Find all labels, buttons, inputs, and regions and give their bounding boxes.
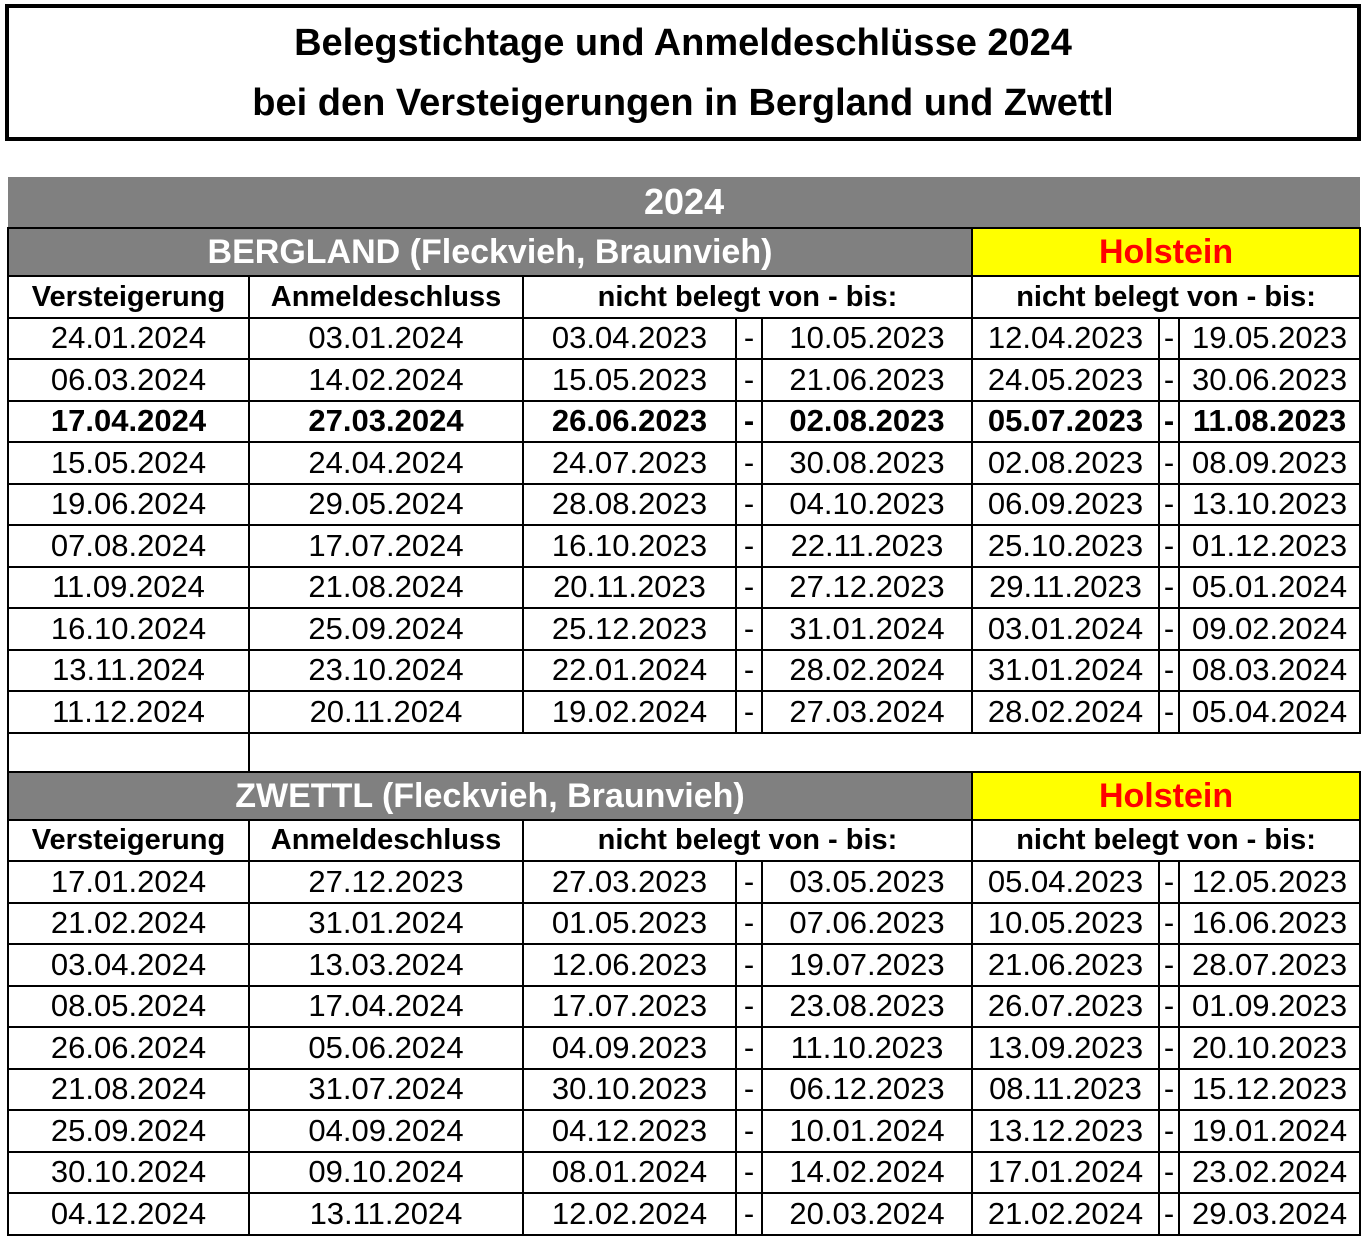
range-separator: -: [736, 608, 762, 650]
registration-deadline: 05.06.2024: [249, 1027, 523, 1069]
range-separator: -: [1159, 567, 1179, 609]
holstein-not-bred-to: 01.12.2023: [1179, 525, 1360, 567]
registration-deadline: 25.09.2024: [249, 608, 523, 650]
auction-date: 03.04.2024: [8, 944, 249, 986]
not-bred-to: 21.06.2023: [762, 359, 972, 401]
range-separator: -: [736, 1027, 762, 1069]
not-bred-to: 03.05.2023: [762, 861, 972, 903]
holstein-not-bred-from: 05.07.2023: [972, 401, 1159, 443]
not-bred-from: 25.12.2023: [523, 608, 736, 650]
registration-deadline: 21.08.2024: [249, 567, 523, 609]
holstein-not-bred-to: 20.10.2023: [1179, 1027, 1360, 1069]
schedule-table: [7, 177, 1361, 1236]
not-bred-to: 11.10.2023: [762, 1027, 972, 1069]
registration-deadline: 24.04.2024: [249, 442, 523, 484]
registration-deadline: 17.04.2024: [249, 986, 523, 1028]
table-row: [8, 1193, 1360, 1235]
table-row: [8, 608, 1360, 650]
holstein-not-bred-to: 19.05.2023: [1179, 318, 1360, 360]
holstein-not-bred-to: 05.01.2024: [1179, 567, 1360, 609]
title-box: [5, 4, 1361, 141]
year-label: 2024: [8, 177, 1360, 228]
col-not-bred-header: nicht belegt von - bis:: [523, 820, 972, 862]
not-bred-to: 28.02.2024: [762, 650, 972, 692]
auction-date: 08.05.2024: [8, 986, 249, 1028]
spacer-cell: [249, 733, 1360, 772]
registration-deadline: 14.02.2024: [249, 359, 523, 401]
range-separator: -: [736, 318, 762, 360]
column-header-row: [8, 276, 1360, 318]
holstein-not-bred-to: 16.06.2023: [1179, 903, 1360, 945]
table-row: [8, 318, 1360, 360]
holstein-not-bred-from: 31.01.2024: [972, 650, 1159, 692]
not-bred-to: 10.05.2023: [762, 318, 972, 360]
not-bred-from: 12.02.2024: [523, 1193, 736, 1235]
col-not-bred-header: nicht belegt von - bis:: [523, 276, 972, 318]
holstein-not-bred-to: 08.09.2023: [1179, 442, 1360, 484]
range-separator: -: [1159, 484, 1179, 526]
range-separator: -: [1159, 861, 1179, 903]
registration-deadline: 20.11.2024: [249, 691, 523, 733]
range-separator: -: [1159, 944, 1179, 986]
not-bred-from: 01.05.2023: [523, 903, 736, 945]
auction-date: 30.10.2024: [8, 1152, 249, 1194]
not-bred-to: 19.07.2023: [762, 944, 972, 986]
not-bred-to: 10.01.2024: [762, 1110, 972, 1152]
holstein-not-bred-from: 13.12.2023: [972, 1110, 1159, 1152]
holstein-not-bred-from: 10.05.2023: [972, 903, 1159, 945]
registration-deadline: 13.03.2024: [249, 944, 523, 986]
table-row: [8, 1110, 1360, 1152]
table-row: [8, 986, 1360, 1028]
auction-date: 17.04.2024: [8, 401, 249, 443]
holstein-not-bred-from: 17.01.2024: [972, 1152, 1159, 1194]
auction-date: 07.08.2024: [8, 525, 249, 567]
table-row: [8, 484, 1360, 526]
range-separator: -: [1159, 1027, 1179, 1069]
spacer-cell: [8, 733, 249, 772]
not-bred-to: 31.01.2024: [762, 608, 972, 650]
holstein-not-bred-from: 12.04.2023: [972, 318, 1159, 360]
not-bred-to: 27.03.2024: [762, 691, 972, 733]
holstein-not-bred-from: 26.07.2023: [972, 986, 1159, 1028]
range-separator: -: [736, 1069, 762, 1111]
schedule-table-body: [8, 177, 1360, 1235]
auction-date: 16.10.2024: [8, 608, 249, 650]
range-separator: -: [736, 1193, 762, 1235]
holstein-not-bred-to: 30.06.2023: [1179, 359, 1360, 401]
holstein-not-bred-from: 25.10.2023: [972, 525, 1159, 567]
registration-deadline: 17.07.2024: [249, 525, 523, 567]
range-separator: -: [736, 861, 762, 903]
range-separator: -: [1159, 401, 1179, 443]
table-row: [8, 401, 1360, 443]
holstein-not-bred-to: 09.02.2024: [1179, 608, 1360, 650]
not-bred-to: 23.08.2023: [762, 986, 972, 1028]
holstein-not-bred-from: 13.09.2023: [972, 1027, 1159, 1069]
range-separator: -: [736, 650, 762, 692]
holstein-not-bred-to: 29.03.2024: [1179, 1193, 1360, 1235]
holstein-not-bred-from: 03.01.2024: [972, 608, 1159, 650]
range-separator: -: [1159, 1193, 1179, 1235]
range-separator: -: [736, 442, 762, 484]
holstein-not-bred-to: 19.01.2024: [1179, 1110, 1360, 1152]
auction-date: 06.03.2024: [8, 359, 249, 401]
range-separator: -: [1159, 359, 1179, 401]
table-row: [8, 442, 1360, 484]
registration-deadline: 23.10.2024: [249, 650, 523, 692]
auction-date: 11.12.2024: [8, 691, 249, 733]
table-row: [8, 650, 1360, 692]
registration-deadline: 31.07.2024: [249, 1069, 523, 1111]
not-bred-from: 20.11.2023: [523, 567, 736, 609]
range-separator: -: [736, 903, 762, 945]
holstein-not-bred-from: 29.11.2023: [972, 567, 1159, 609]
range-separator: -: [1159, 1152, 1179, 1194]
col-deadline-header: Anmeldeschluss: [249, 820, 523, 862]
table-row: [8, 567, 1360, 609]
not-bred-from: 28.08.2023: [523, 484, 736, 526]
region-name: ZWETTL (Fleckvieh, Braunvieh): [8, 772, 972, 820]
auction-date: 11.09.2024: [8, 567, 249, 609]
holstein-not-bred-from: 24.05.2023: [972, 359, 1159, 401]
registration-deadline: 27.12.2023: [249, 861, 523, 903]
not-bred-from: 30.10.2023: [523, 1069, 736, 1111]
holstein-not-bred-from: 21.02.2024: [972, 1193, 1159, 1235]
registration-deadline: 29.05.2024: [249, 484, 523, 526]
range-separator: -: [736, 359, 762, 401]
range-separator: -: [1159, 986, 1179, 1028]
registration-deadline: 04.09.2024: [249, 1110, 523, 1152]
title-line-2: bei den Versteigerungen in Bergland und Zwettl: [252, 81, 1114, 124]
range-separator: -: [736, 1152, 762, 1194]
auction-date: 13.11.2024: [8, 650, 249, 692]
range-separator: -: [736, 567, 762, 609]
not-bred-from: 17.07.2023: [523, 986, 736, 1028]
holstein-not-bred-to: 11.08.2023: [1179, 401, 1360, 443]
table-row: [8, 1027, 1360, 1069]
holstein-not-bred-to: 05.04.2024: [1179, 691, 1360, 733]
holstein-not-bred-from: 06.09.2023: [972, 484, 1159, 526]
auction-date: 24.01.2024: [8, 318, 249, 360]
range-separator: -: [1159, 442, 1179, 484]
table-row: [8, 903, 1360, 945]
range-separator: -: [736, 1110, 762, 1152]
range-separator: -: [1159, 903, 1179, 945]
table-row: [8, 1152, 1360, 1194]
auction-date: 17.01.2024: [8, 861, 249, 903]
range-separator: -: [736, 401, 762, 443]
not-bred-to: 06.12.2023: [762, 1069, 972, 1111]
not-bred-from: 19.02.2024: [523, 691, 736, 733]
holstein-not-bred-from: 08.11.2023: [972, 1069, 1159, 1111]
table-row: [8, 861, 1360, 903]
range-separator: -: [1159, 1069, 1179, 1111]
not-bred-to: 30.08.2023: [762, 442, 972, 484]
holstein-not-bred-from: 28.02.2024: [972, 691, 1159, 733]
auction-date: 04.12.2024: [8, 1193, 249, 1235]
range-separator: -: [1159, 525, 1179, 567]
region-name: BERGLAND (Fleckvieh, Braunvieh): [8, 228, 972, 276]
table-row: [8, 525, 1360, 567]
not-bred-from: 16.10.2023: [523, 525, 736, 567]
not-bred-from: 04.12.2023: [523, 1110, 736, 1152]
not-bred-from: 27.03.2023: [523, 861, 736, 903]
not-bred-from: 24.07.2023: [523, 442, 736, 484]
registration-deadline: 09.10.2024: [249, 1152, 523, 1194]
holstein-not-bred-from: 05.04.2023: [972, 861, 1159, 903]
holstein-not-bred-from: 21.06.2023: [972, 944, 1159, 986]
range-separator: -: [1159, 1110, 1179, 1152]
col-not-bred-holstein-header: nicht belegt von - bis:: [972, 820, 1360, 862]
holstein-not-bred-to: 28.07.2023: [1179, 944, 1360, 986]
region-header-row: [8, 772, 1360, 820]
holstein-not-bred-to: 13.10.2023: [1179, 484, 1360, 526]
registration-deadline: 31.01.2024: [249, 903, 523, 945]
col-auction-header: Versteigerung: [8, 820, 249, 862]
not-bred-from: 08.01.2024: [523, 1152, 736, 1194]
not-bred-to: 20.03.2024: [762, 1193, 972, 1235]
range-separator: -: [736, 986, 762, 1028]
not-bred-from: 15.05.2023: [523, 359, 736, 401]
col-auction-header: Versteigerung: [8, 276, 249, 318]
table-row: [8, 691, 1360, 733]
registration-deadline: 13.11.2024: [249, 1193, 523, 1235]
not-bred-to: 02.08.2023: [762, 401, 972, 443]
range-separator: -: [736, 944, 762, 986]
auction-date: 21.02.2024: [8, 903, 249, 945]
not-bred-from: 26.06.2023: [523, 401, 736, 443]
region-header-row: [8, 228, 1360, 276]
auction-date: 25.09.2024: [8, 1110, 249, 1152]
column-header-row: [8, 820, 1360, 862]
holstein-label: Holstein: [972, 772, 1360, 820]
not-bred-from: 12.06.2023: [523, 944, 736, 986]
not-bred-from: 04.09.2023: [523, 1027, 736, 1069]
holstein-not-bred-to: 01.09.2023: [1179, 986, 1360, 1028]
not-bred-to: 27.12.2023: [762, 567, 972, 609]
table-row: [8, 944, 1360, 986]
auction-date: 21.08.2024: [8, 1069, 249, 1111]
table-row: [8, 1069, 1360, 1111]
range-separator: -: [1159, 650, 1179, 692]
registration-deadline: 03.01.2024: [249, 318, 523, 360]
holstein-not-bred-to: 15.12.2023: [1179, 1069, 1360, 1111]
auction-date: 19.06.2024: [8, 484, 249, 526]
not-bred-to: 04.10.2023: [762, 484, 972, 526]
range-separator: -: [1159, 608, 1179, 650]
range-separator: -: [736, 525, 762, 567]
range-separator: -: [736, 691, 762, 733]
holstein-label: Holstein: [972, 228, 1360, 276]
registration-deadline: 27.03.2024: [249, 401, 523, 443]
not-bred-to: 07.06.2023: [762, 903, 972, 945]
range-separator: -: [1159, 318, 1179, 360]
holstein-not-bred-from: 02.08.2023: [972, 442, 1159, 484]
auction-date: 26.06.2024: [8, 1027, 249, 1069]
not-bred-to: 14.02.2024: [762, 1152, 972, 1194]
col-deadline-header: Anmeldeschluss: [249, 276, 523, 318]
not-bred-to: 22.11.2023: [762, 525, 972, 567]
not-bred-from: 03.04.2023: [523, 318, 736, 360]
range-separator: -: [736, 484, 762, 526]
range-separator: -: [1159, 691, 1179, 733]
year-row: [8, 177, 1360, 228]
holstein-not-bred-to: 12.05.2023: [1179, 861, 1360, 903]
auction-date: 15.05.2024: [8, 442, 249, 484]
section-spacer: [8, 733, 1360, 772]
title-line-1: Belegstichtage und Anmeldeschlüsse 2024: [294, 21, 1072, 64]
not-bred-from: 22.01.2024: [523, 650, 736, 692]
holstein-not-bred-to: 08.03.2024: [1179, 650, 1360, 692]
table-row: [8, 359, 1360, 401]
col-not-bred-holstein-header: nicht belegt von - bis:: [972, 276, 1360, 318]
holstein-not-bred-to: 23.02.2024: [1179, 1152, 1360, 1194]
